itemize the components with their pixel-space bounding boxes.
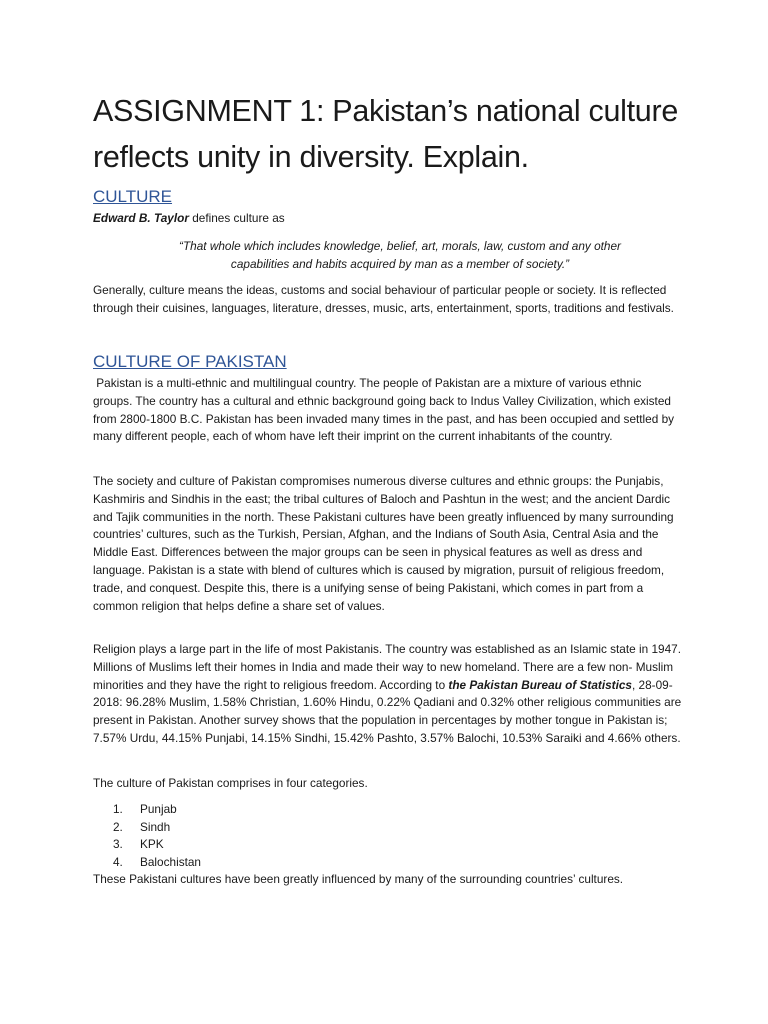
- definition-line: [93, 210, 285, 226]
- list-item: [113, 819, 201, 837]
- religion-text-before: Religion plays a large part in the life of most Pakistanis. The country was established as an Islamic state in 1947. Millions of Muslims left their homes in India and made their way to new homeland. There are a few non- Muslim minorities and they have the right to religious freedom. According to: [93, 642, 681, 692]
- list-item: [113, 801, 201, 819]
- pakistan-paragraph-2: The society and culture of Pakistan compromises numerous diverse cultures and ethnic groups: the Punjabis, Kashmiris and Sindhis in the east; the tribal cultures of Baloch and Pashtun in the west; and the ancient Dardic and Tajik communities in the north. These Pakistani cultures have been greatly influenced by many surrounding countries’ cultures, such as the Turkish, Persian, Afghan, and the Indians of South Asia, Central Asia and the Middle East. Differences between the major groups can be seen in physical features as well as dress and language. Pakistan is a state with blend of cultures which is caused by migration, pursuit of religious freedom, trade, and conquest. Despite this, there is a unifying sense of being Pakistani, which comes in part from a common religion that helps define a share set of values.: [93, 474, 674, 613]
- list-item: [113, 836, 201, 854]
- culture-paragraph: Generally, culture means the ideas, customs and social behaviour of particular people or society. It is reflected through their cuisines, languages, literature, dresses, music, arts, entertainment, sports, traditions and festivals.: [93, 283, 674, 315]
- pakistan-paragraph-3: [93, 641, 683, 748]
- list-label: KPK: [140, 837, 164, 851]
- culture-quote: “That whole which includes knowledge, belief, art, morals, law, custom and any other capabilities and habits acquired by man as a member of society.”: [179, 239, 621, 271]
- heading-culture: CULTURE: [93, 187, 173, 206]
- list-number: 3.: [113, 837, 123, 851]
- definition-author: Edward B. Taylor: [93, 211, 189, 225]
- religion-text-after: , 28-09-2018: 96.28% Muslim, 1.58% Christian, 1.60% Hindu, 0.22% Qadiani and 0.32% other religious communities are present in Pakistan. Another survey shows that the population in percentages by mother tongue in Pakistan is; 7.57% Urdu, 44.15% Punjabi, 14.15% Sindhi, 15.42% Pashto, 3.57% Balochi, 10.53% Saraiki and 4.66% others.: [93, 677, 682, 745]
- categories-list: [113, 801, 201, 871]
- definition-rest: defines culture as: [188, 211, 285, 225]
- list-number: 4.: [113, 854, 123, 869]
- pakistan-paragraph-5: These Pakistani cultures have been greatly influenced by many of the surrounding countries’ cultures.: [93, 872, 624, 886]
- list-item: [113, 854, 201, 872]
- heading-culture-of-pakistan: CULTURE OF PAKISTAN: [93, 352, 287, 371]
- list-label: Punjab: [140, 802, 177, 816]
- list-number: 2.: [113, 819, 123, 834]
- pakistan-paragraph-4: The culture of Pakistan comprises in four categories.: [93, 776, 368, 790]
- statistics-source: the Pakistan Bureau of Statistics: [448, 677, 632, 692]
- list-label: Sindh: [140, 819, 171, 834]
- list-number: 1.: [113, 802, 123, 816]
- list-label: Balochistan: [140, 854, 201, 869]
- pakistan-paragraph-1: Pakistan is a multi-ethnic and multilingual country. The people of Pakistan are a mixture of various ethnic groups. The country has a cultural and ethnic background going back to Indus Valley Civilization, which existed from 2800-1800 B.C. Pakistan has been invaded many times in the past, and has been occupied and settled by many different people, each of whom have left their imprint on the current inhabitants of the country.: [93, 376, 678, 444]
- page-title: ASSIGNMENT 1: Pakistan’s national culture reflects unity in diversity. Explain.: [93, 94, 678, 174]
